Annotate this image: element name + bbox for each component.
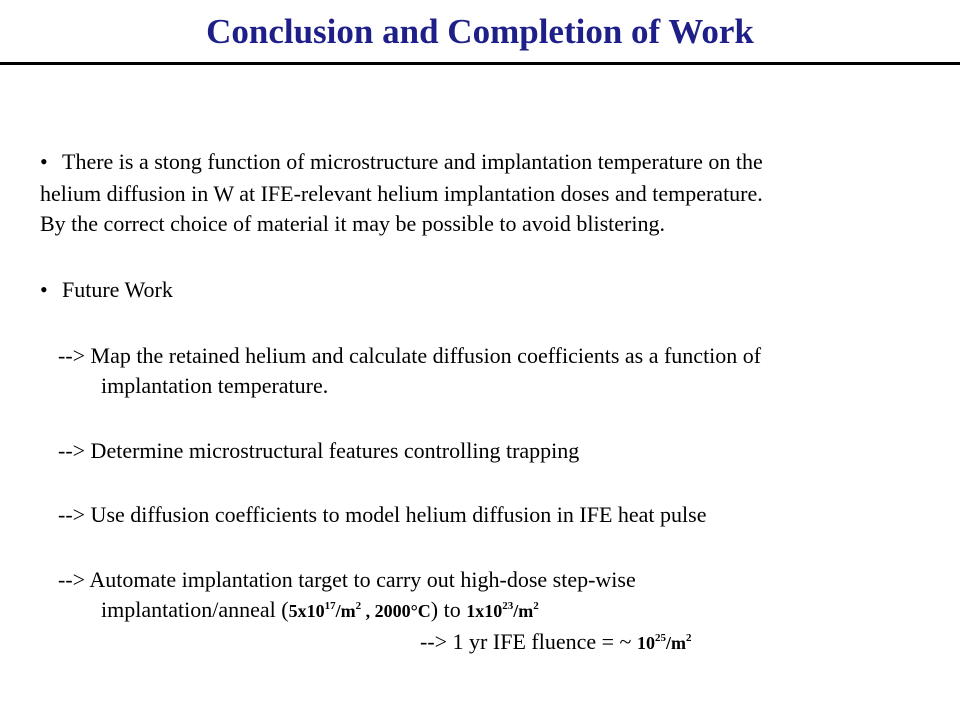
fluence-unit: /m xyxy=(665,633,686,653)
bullet-marker: • xyxy=(40,149,48,174)
item-map-line-1: --> Map the retained helium and calculate diffusion coefficients as a function of xyxy=(58,343,762,368)
dose-exponent: 17 xyxy=(324,600,336,612)
anneal-temperature: 2000°C xyxy=(374,601,431,621)
item-use: --> Use diffusion coefficients to model helium diffusion in IFE heat pulse xyxy=(58,502,707,527)
fluence-base: 10 xyxy=(636,633,655,653)
bullet-marker: • xyxy=(40,277,48,302)
dose-base: 5x10 xyxy=(288,601,325,621)
future-work-heading: Future Work xyxy=(62,277,173,302)
bullet-1-text-1: There is a stong function of microstructure and implantation temperature on the xyxy=(62,149,763,174)
bullet-2 xyxy=(40,276,173,304)
title-divider xyxy=(0,62,960,65)
target-exponent: 23 xyxy=(502,600,514,612)
fluence-unit-exponent: 2 xyxy=(685,632,692,644)
item-map-line-2: implantation temperature. xyxy=(101,373,329,398)
slide-title: Conclusion and Completion of Work xyxy=(206,12,754,51)
dose-value xyxy=(289,601,431,621)
item-fluence xyxy=(420,628,691,657)
target-dose xyxy=(466,601,539,621)
dose-unit: /m xyxy=(335,601,356,621)
target-base: 1x10 xyxy=(466,601,503,621)
dose-separator: , xyxy=(361,601,375,621)
target-unit: /m xyxy=(513,601,534,621)
item-determine: --> Determine microstructural features controlling trapping xyxy=(58,438,580,463)
bullet-1-line-2: helium diffusion in W at IFE-relevant helium implantation doses and temperature. xyxy=(40,181,763,206)
fluence-value xyxy=(637,633,692,653)
target-unit-exponent: 2 xyxy=(533,600,539,612)
to-word: to xyxy=(438,597,467,622)
fluence-prefix: --> 1 yr IFE fluence = ~ xyxy=(420,629,637,654)
bullet-1-line-1 xyxy=(40,148,763,176)
fluence-exponent: 25 xyxy=(654,632,666,644)
close-paren: ) xyxy=(430,597,439,622)
bullet-1-line-3: By the correct choice of material it may be possible to avoid blistering. xyxy=(40,211,665,236)
item-automate-line-2 xyxy=(101,596,539,625)
item-automate-line-1: --> Automate implantation target to carry out high-dose step-wise xyxy=(58,567,636,592)
dose-unit-exponent: 2 xyxy=(355,600,362,612)
automate-prefix: implantation/anneal ( xyxy=(101,597,289,622)
